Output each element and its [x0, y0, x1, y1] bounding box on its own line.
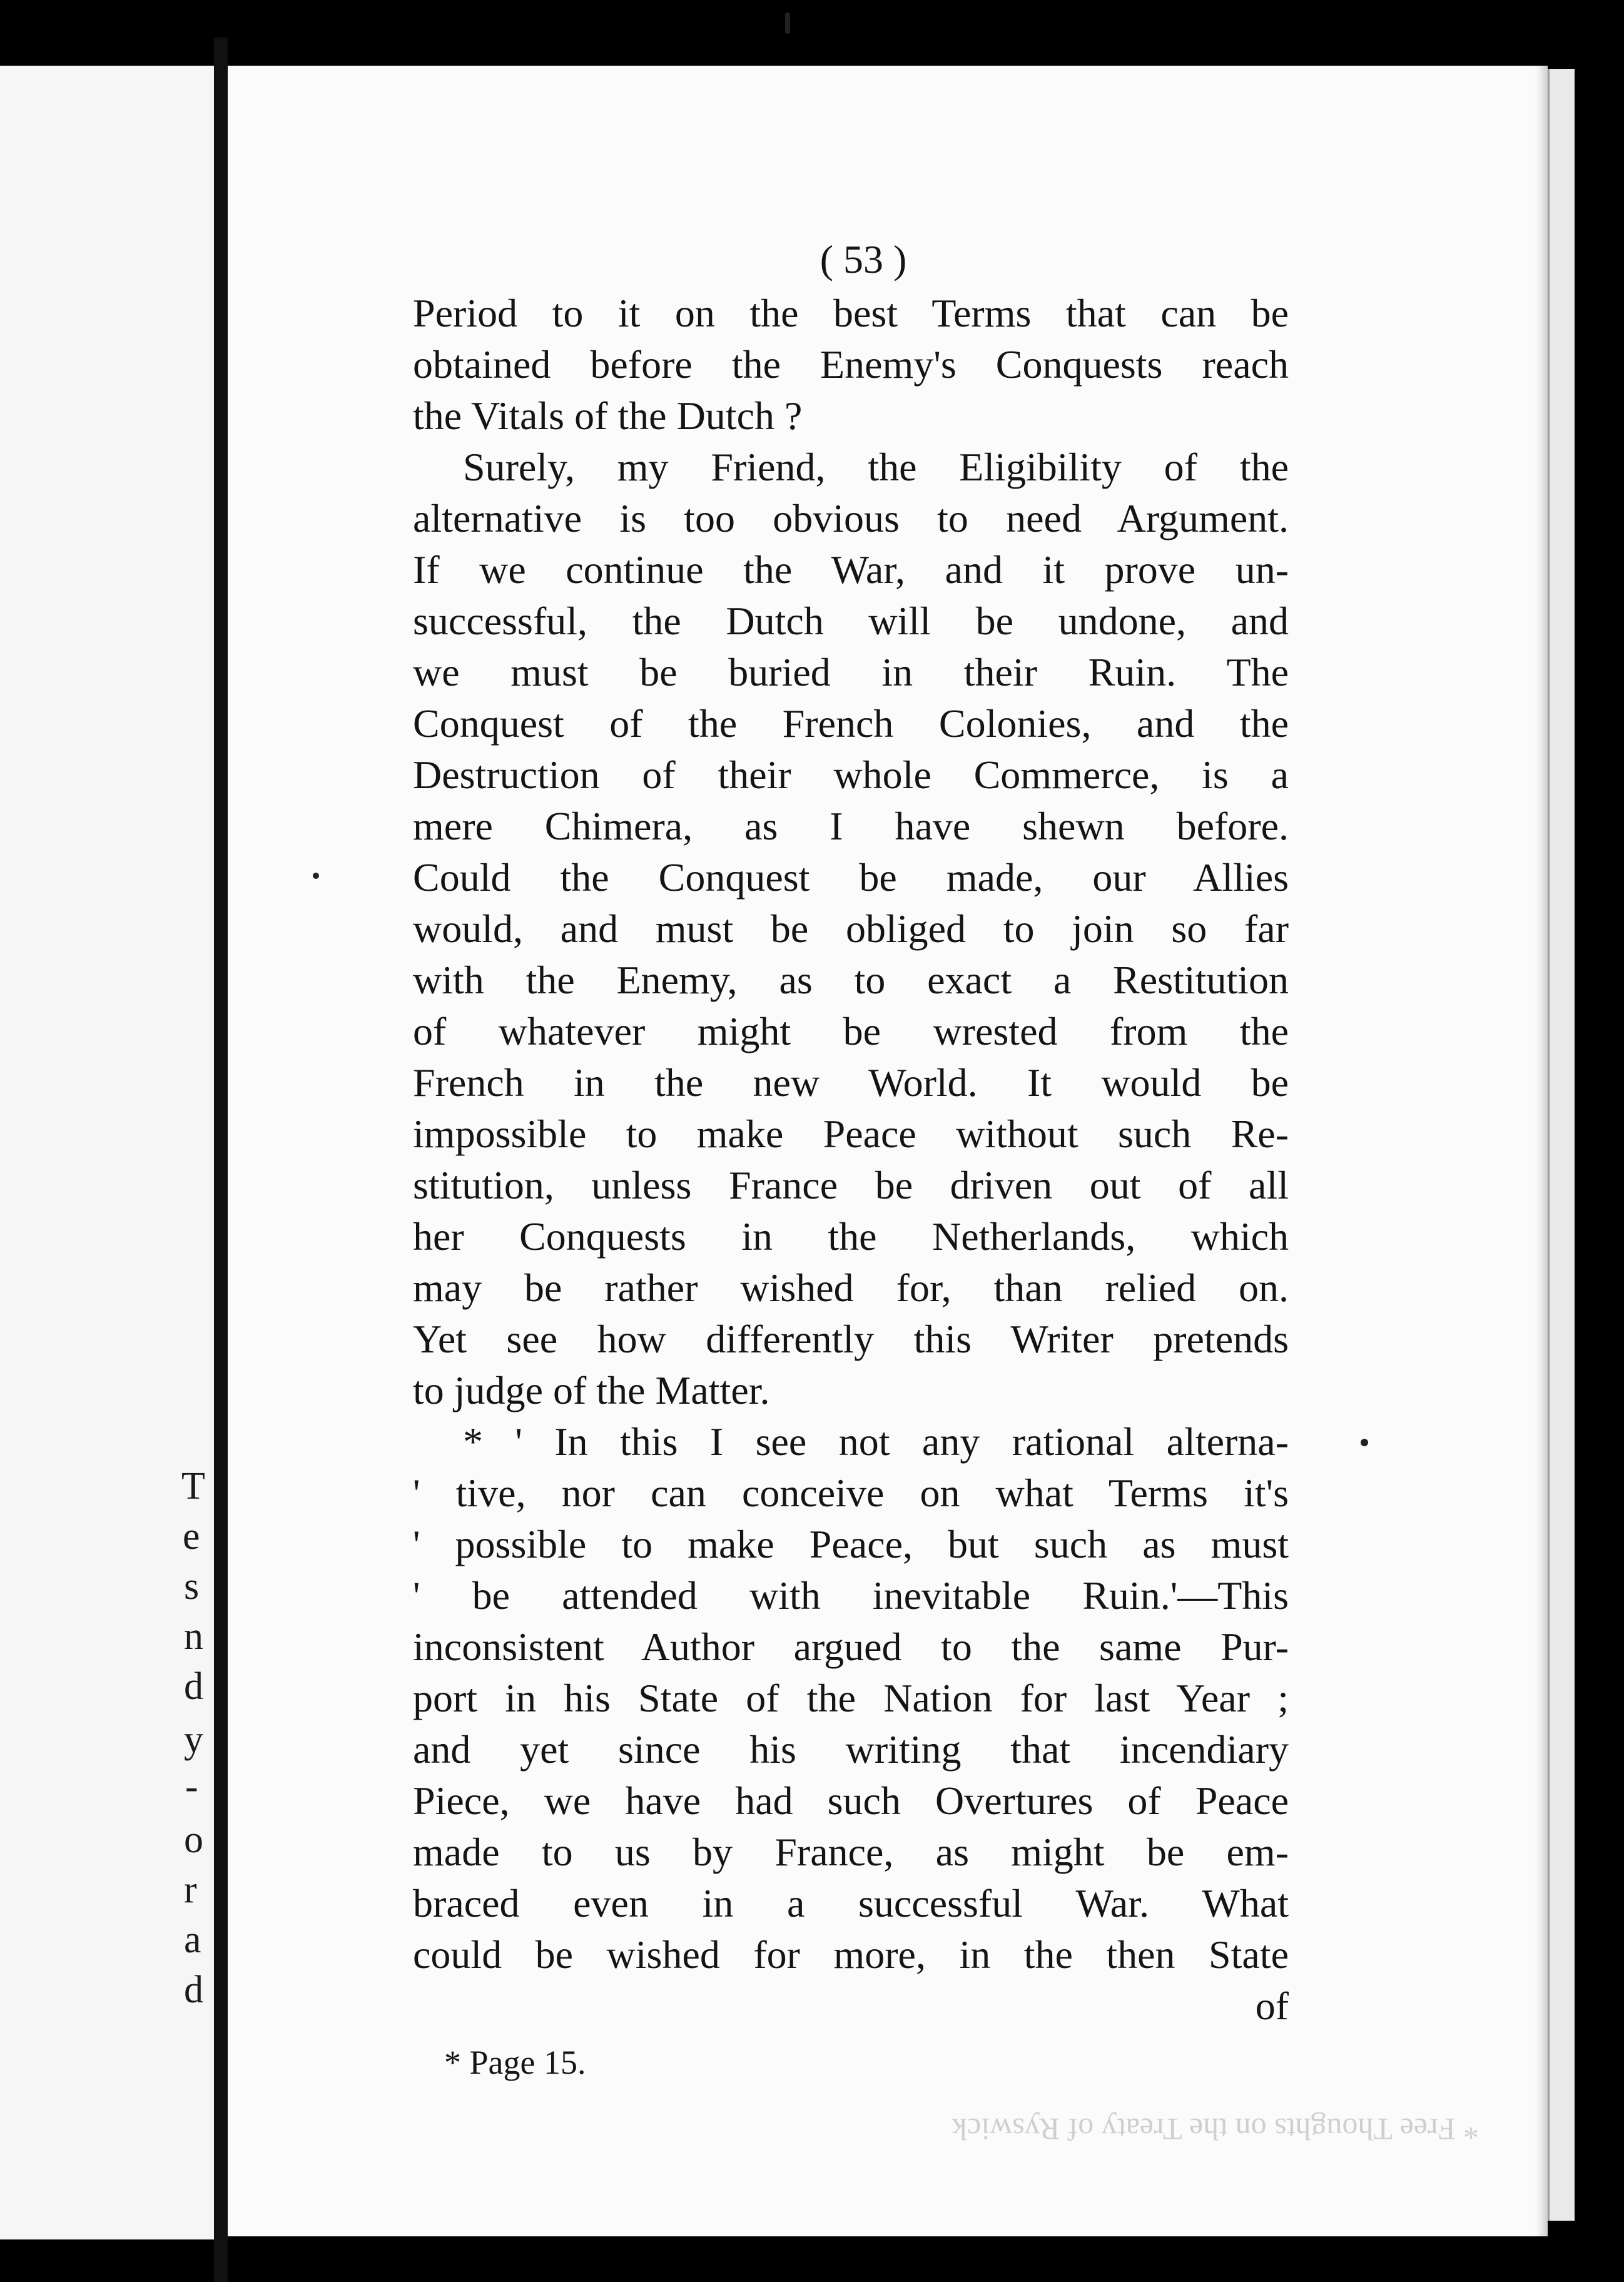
edge-letter: a	[184, 1919, 201, 1961]
footnote: * Page 15.	[444, 2044, 586, 2081]
text-line: successful, the Dutch will be undone, and	[413, 599, 1289, 643]
text-line: the Vitals of the Dutch ?	[413, 393, 803, 438]
text-line: port in his State of the Nation for last Year ;	[413, 1676, 1289, 1720]
left-page-edge-letters	[0, 66, 214, 2239]
quoted-line: ' possible to make Peace, but such as must	[413, 1522, 1289, 1566]
text-line: Yet see how differently this Writer pretends	[413, 1317, 1289, 1361]
text-line: obtained before the Enemy's Conquests reach	[413, 342, 1289, 387]
ink-speck	[313, 873, 319, 879]
quoted-line: * ' In this I see not any rational alterna-	[463, 1419, 1289, 1464]
text-line: with the Enemy, as to exact a Restitution	[413, 958, 1289, 1002]
bleed-through-text: * Free Thoughts on the Treaty of Ryswick	[952, 2112, 1479, 2147]
edge-letter: T	[181, 1465, 205, 1508]
binding-gutter	[214, 38, 228, 2282]
text-line: made to us by France, as might be em-	[413, 1830, 1289, 1874]
text-line: inconsistent Author argued to the same Pur-	[413, 1625, 1289, 1669]
edge-letter: s	[184, 1565, 200, 1608]
text-line: we must be buried in their Ruin. The	[413, 650, 1289, 694]
text-line: Destruction of their whole Commerce, is a	[413, 753, 1289, 797]
text-line: of whatever might be wrested from the	[413, 1009, 1289, 1053]
text-line: Piece, we have had such Overtures of Peace	[413, 1778, 1289, 1823]
catchword: of	[1255, 1984, 1289, 2028]
edge-letter: n	[184, 1615, 203, 1658]
text-line: Surely, my Friend, the Eligibility of the	[463, 445, 1289, 489]
text-line: mere Chimera, as I have shewn before.	[413, 804, 1289, 848]
text-line: French in the new World. It would be	[413, 1060, 1289, 1105]
text-line: and yet since his writing that incendiary	[413, 1727, 1289, 1772]
text-line: may be rather wished for, than relied on.	[413, 1265, 1289, 1310]
text-line: impossible to make Peace without such Re-	[413, 1112, 1289, 1156]
quoted-line: ' be attended with inevitable Ruin.'—This	[413, 1573, 1289, 1618]
text-line: Conquest of the French Colonies, and the	[413, 701, 1289, 746]
page-edge	[1548, 69, 1575, 2221]
ink-speck	[785, 13, 790, 34]
text-line: Period to it on the best Terms that can be	[413, 291, 1289, 335]
text-line: to judge of the Matter.	[413, 1368, 770, 1412]
text-line: would, and must be obliged to join so far	[413, 906, 1289, 951]
edge-letter: e	[183, 1515, 200, 1558]
edge-letter: o	[184, 1818, 203, 1861]
ink-speck	[1361, 1439, 1368, 1446]
text-line: Could the Conquest be made, our Allies	[413, 855, 1289, 900]
edge-letter: d	[184, 1969, 203, 2011]
text-line: her Conquests in the Netherlands, which	[413, 1214, 1289, 1259]
text-line: could be wished for more, in the then State	[413, 1932, 1289, 1977]
edge-letter: -	[185, 1765, 198, 1808]
left-page-fragment	[0, 66, 218, 2239]
text-line: stitution, unless France be driven out of all	[413, 1163, 1289, 1207]
text-line: braced even in a successful War. What	[413, 1881, 1289, 1925]
text-line: alternative is too obvious to need Argument.	[413, 496, 1289, 540]
text-line: If we continue the War, and it prove un-	[413, 547, 1289, 592]
page-text	[413, 231, 1289, 2084]
page-number: ( 53 )	[820, 237, 907, 281]
quoted-line: ' tive, nor can conceive on what Terms it's	[413, 1471, 1289, 1515]
edge-letter: r	[184, 1869, 197, 1911]
edge-letter: y	[184, 1718, 203, 1761]
edge-letter: d	[184, 1665, 203, 1708]
